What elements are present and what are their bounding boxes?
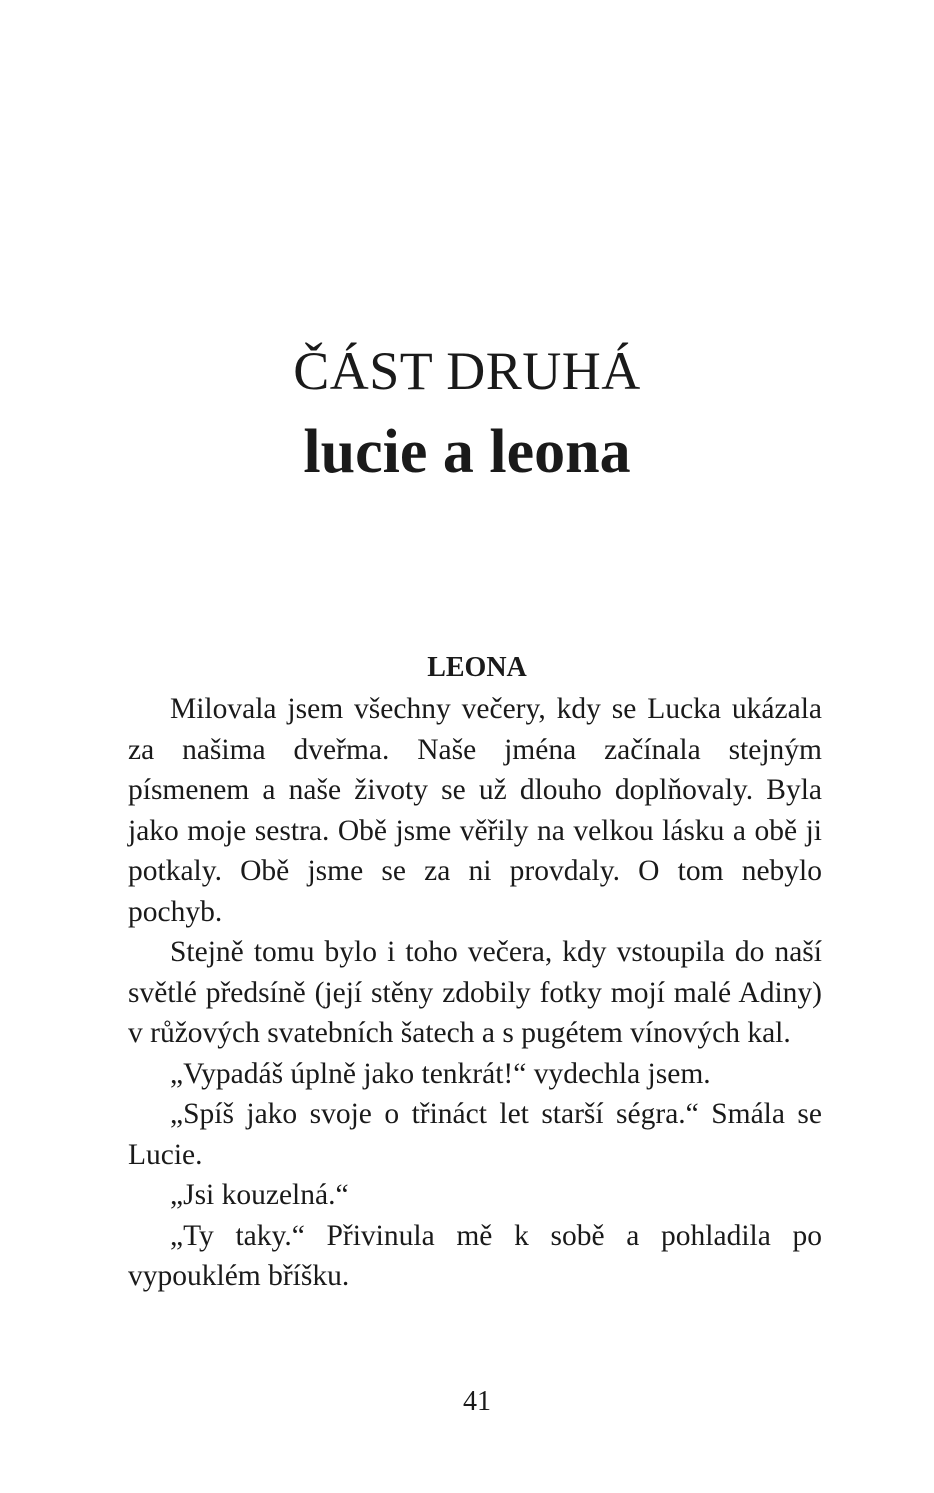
paragraph: Stejně tomu bylo i toho večera, kdy vstoupila do naší světlé předsíně (její stěny zdobily fotky mojí malé Adiny) v růžových svatebních šatech a s pugétem vínových kal. <box>128 936 822 1049</box>
chapter-body <box>128 689 822 1297</box>
paragraph: „Jsi kouzelná.“ <box>170 1179 349 1211</box>
paragraph: „Ty taky.“ Přivinula mě k sobě a pohladila po vypouklém bříšku. <box>128 1219 822 1292</box>
paragraph: „Spíš jako svoje o třináct let starší ségra.“ Smála se Lucie. <box>128 1098 822 1171</box>
paragraph: „Vypadáš úplně jako tenkrát!“ vydechla jsem. <box>170 1057 711 1090</box>
chapter-heading: LEONA <box>427 652 527 683</box>
part-subtitle: lucie a leona <box>303 418 631 486</box>
part-title: ČÁST DRUHÁ <box>293 341 641 401</box>
page-number: 41 <box>463 1386 491 1417</box>
paragraph: Milovala jsem všechny večery, kdy se Lucka ukázala za našima dveřma. Naše jména začínala stejným písmenem a naše životy se už dlouho doplňovaly. Byla jako moje sestra. Obě jsme věřily na velkou lásku a obě ji potkaly. Obě jsme se za ni provdaly. O tom nebylo pochyb. <box>128 693 822 928</box>
